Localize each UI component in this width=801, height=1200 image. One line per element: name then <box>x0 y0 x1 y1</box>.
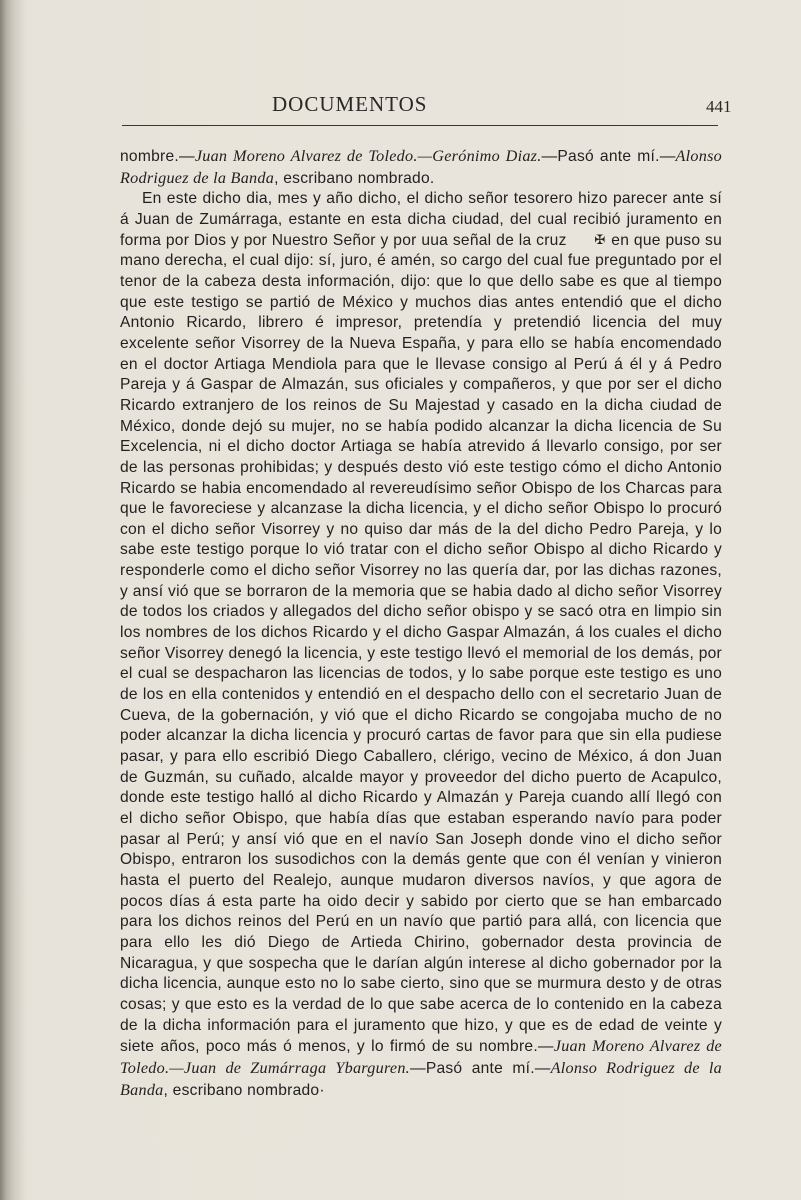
text-segment: En este dicho dia, mes y año dicho, el dicho señor tesorero hizo parecer ante sí á Juan de Zumárraga, estante en esta dicha ciudad, del cual recibió juramento en forma por Dios y por Nuestro Señor y por uua señal de la cruz <box>120 190 722 249</box>
signature-names: Juan Moreno Alvarez de Toledo.—Gerónimo Diaz. <box>194 147 542 165</box>
text-segment: en que puso su mano derecha, el cual dijo: sí, juro, é amén, so cargo del cual fue preguntado por el tenor de la cabeza desta información, dijo: que lo que dello sabe es que al tiempo que este testigo se partió de México y muchos dias antes entendió que el dicho Antonio Ricardo, librero é impresor, pretendía y pretendió licencia del muy excelente señor Visorrey de la Nueva España, y para ello se había encomendado en el doctor Artiaga Mendiola para que le llevase consigo al Perú á él y á Pedro Pareja y á Gaspar de Almazán, sus oficiales y compañeros, y que por ser el dicho Ricardo extranjero de los reinos de Su Majestad y casado en la dicha ciudad de México, donde dejó su mujer, no se había podido alcanzar la dicha licencia de Su Excelencia, ni el dicho doctor Artiaga se había atrevido á llevarlo consigo, por ser de las personas prohibidas; y después desto vió este testigo cómo el dicho Antonio Ricardo se habia encomendado al revereudísimo señor Obispo de los Charcas para que le favoreciese y alcanzase la dicha licencia, y el dicho señor Obispo lo procuró con el dicho señor Visorrey y no quiso dar más de la del dicho Pedro Pareja, y lo sabe este testigo porque lo vió tratar con el dicho señor Obispo al dicho Ricardo y responderle como el dicho señor Visorrey no las quería dar, por las dichas razones, y ansí vió que se borraron de la memoria que se habia dado al dicho señor Visorrey de todos los criados y allegados del dicho señor obispo y se sacó otra en limpio sin los nombres de los dichos Ricardo y el dicho Gaspar Almazán, á los cuales el dicho señor Visorrey denegó la licencia, y este testigo llevó el memorial de los demás, por el cual se despacharon las licencias de todos, y lo sabe porque este testigo es uno de los en ella contenidos y entendió en el despacho dello con el secretario Juan de Cueva, de la gobernación, y vió que el dicho Ricardo se congojaba mucho de no poder alcanzar la dicha licencia y procuró cartas de favor para que sin ella pudiese pasar, y para ello escribió Diego Caballero, clérigo, vecino de México, á don Juan de Guzmán, su cuñado, alcalde mayor y proveedor del dicho puerto de Acapulco, donde este testigo halló al dicho Ricardo y Almazán y Pareja cuando allí llegó con el dicho señor Obispo, que había días que estaban esperando navío para poder pasar al Perú; y ansí vió que en el navío San Joseph donde vino el dicho señor Obispo, entraron los susodichos con la demás gente que con él venían y vinieron hasta el puerto del Realejo, aunque mudaron diversos navíos, y que agora de pocos días á esta parte ha oido decir y sabido por cierto que se han embarcado para los dichos reinos del Perú en un navío que partió para allá, con licencia que para ello les dió Diego de Artieda Chirino, gobernador desta provincia de Nicaragua, y que sospecha que le darían algún interese al dicho gobernador por la dicha licencia, aunque esto no lo sabe cierto, sino que se murmura desto y de otras cosas; y que esto es la verdad de lo que sabe acerca de lo contenido en la cabeza de la dicha información para el juramento que hizo, y que es de edad de veinte y siete años, poco más ó menos, y lo firmó de su nombre.— <box>120 231 722 1056</box>
binding-gutter-shadow <box>0 0 26 1200</box>
text-segment: nombre.— <box>120 148 195 165</box>
header-rule <box>122 125 718 126</box>
running-head-title: DOCUMENTOS <box>272 92 428 116</box>
text-segment: , escribano nombrado. <box>274 169 435 187</box>
text-segment: —Pasó ante mí.— <box>541 148 676 165</box>
page-number: 441 <box>706 97 732 116</box>
notary-name: Alonso Rodriguez de la Banda <box>120 1058 722 1099</box>
signature-names: Juan Moreno Alvarez de Toledo.—Juan de Zumárraga Ybarguren. <box>120 1037 722 1077</box>
notary-name: Alonso Rodriguez de la Banda <box>120 147 723 187</box>
running-head <box>0 92 801 122</box>
paragraph-testimony <box>120 189 722 1101</box>
paragraph-signatures <box>120 146 722 189</box>
text-segment: , escribano nombrado· <box>163 1081 325 1099</box>
body-text <box>120 146 722 1101</box>
cross-icon: ✠ <box>594 231 606 247</box>
text-segment: —Pasó ante mí.— <box>409 1059 551 1077</box>
